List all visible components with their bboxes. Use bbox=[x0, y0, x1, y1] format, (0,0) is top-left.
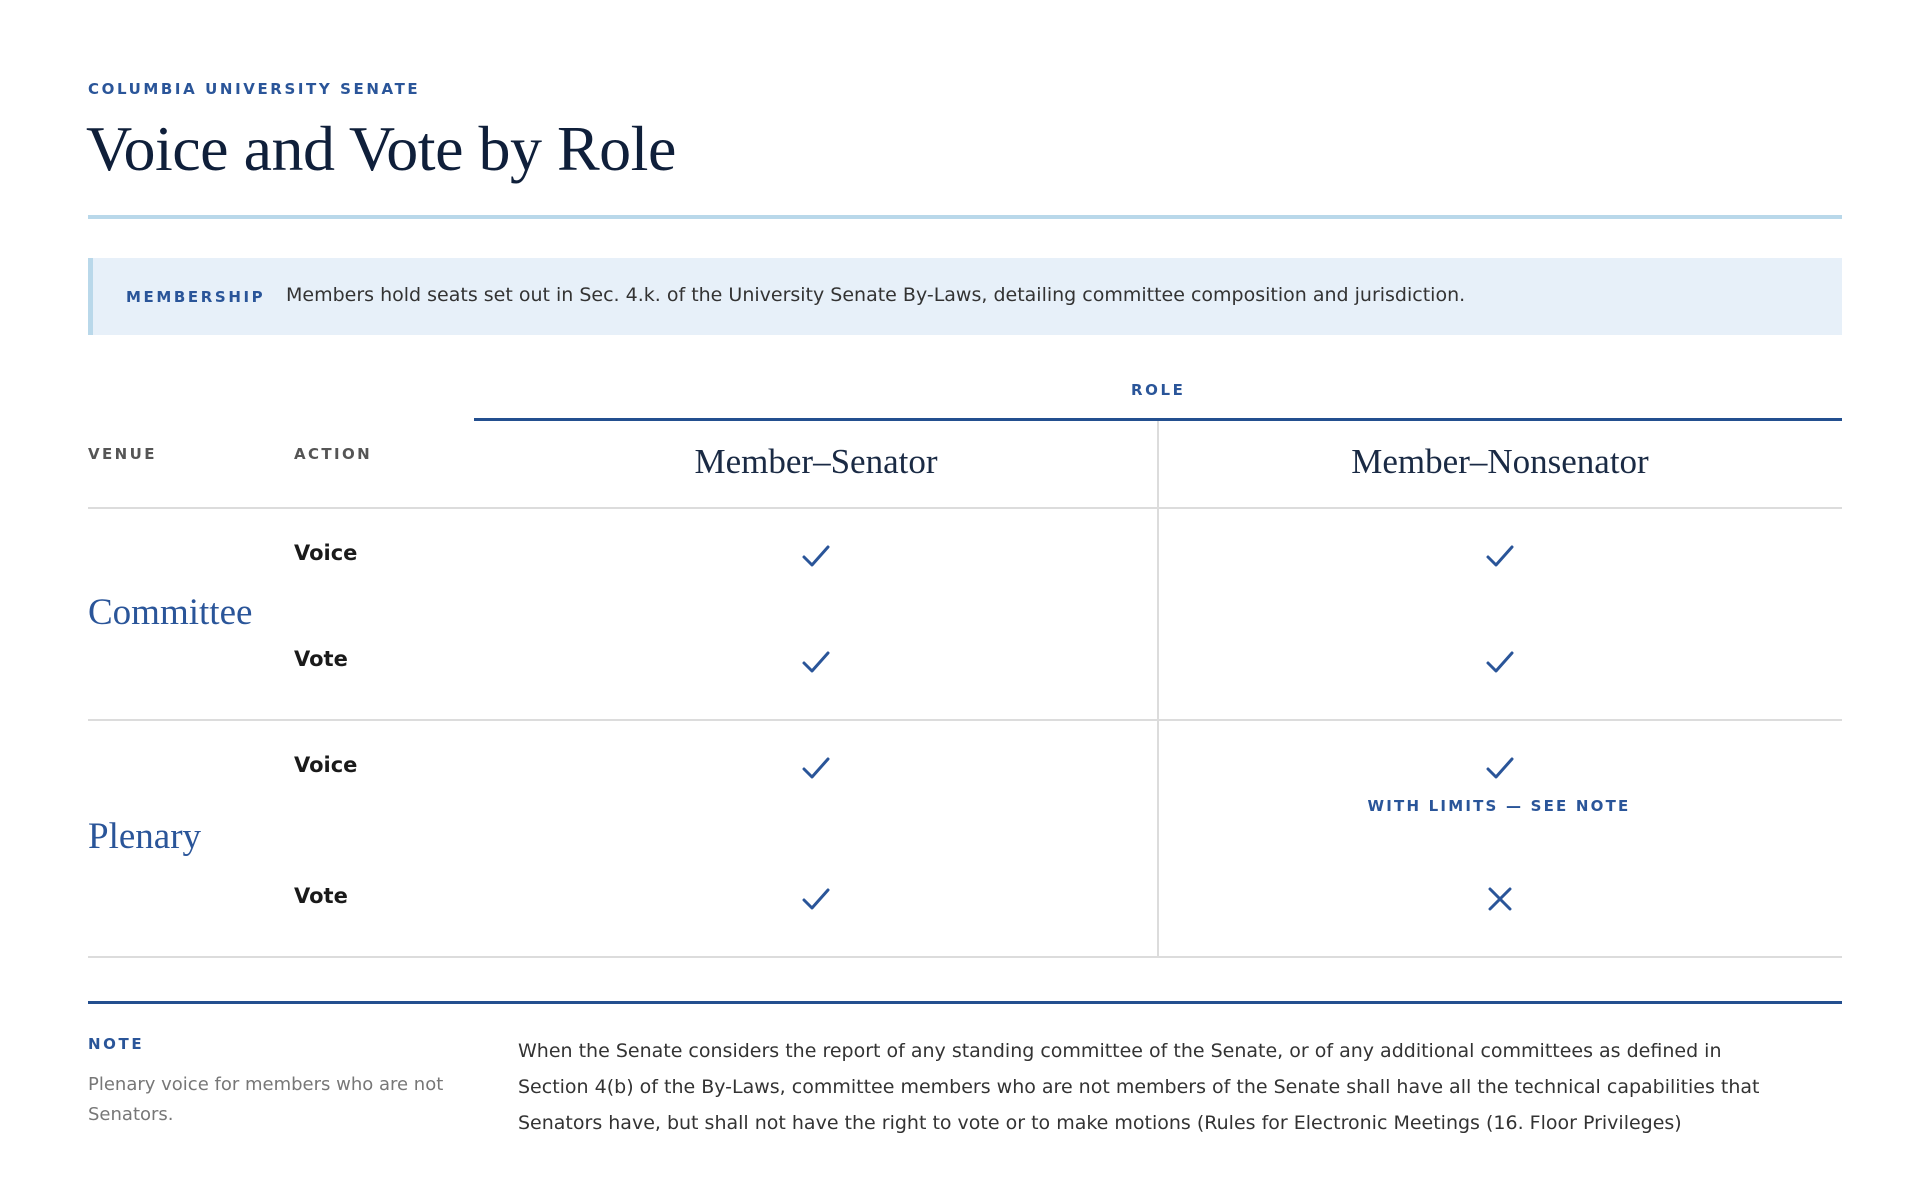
membership-callout bbox=[88, 258, 1842, 335]
action-label: Voice bbox=[294, 753, 358, 777]
membership-label: MEMBERSHIP bbox=[126, 288, 266, 306]
action-label: Vote bbox=[294, 884, 348, 908]
action-label: Vote bbox=[294, 647, 348, 671]
venue-divider bbox=[88, 719, 1842, 721]
page-title: Voice and Vote by Role bbox=[86, 113, 676, 184]
role-header-senator: Member–Senator bbox=[694, 442, 938, 481]
check-icon bbox=[1483, 751, 1517, 785]
venue-plenary: Plenary bbox=[88, 816, 202, 857]
role-label: ROLE bbox=[1131, 381, 1186, 399]
cross-icon bbox=[1483, 882, 1517, 916]
note-caption: Plenary voice for members who are not Senators. bbox=[88, 1074, 444, 1125]
title-divider bbox=[88, 215, 1842, 219]
check-icon bbox=[1483, 539, 1517, 573]
venue-committee: Committee bbox=[88, 592, 253, 633]
eyebrow-label: COLUMBIA UNIVERSITY SENATE bbox=[88, 80, 421, 98]
membership-text: Members hold seats set out in Sec. 4.k. of the University Senate By-Laws, detailing committee composition and jurisdiction. bbox=[286, 284, 1466, 306]
note-divider bbox=[88, 1001, 1842, 1004]
check-icon bbox=[1483, 645, 1517, 679]
column-divider bbox=[1157, 421, 1159, 957]
check-icon bbox=[799, 539, 833, 573]
limits-note-badge: WITH LIMITS — SEE NOTE bbox=[1367, 797, 1631, 815]
note-body: When the Senate considers the report of any standing committee of the Senate, or of any additional committees as defined in Section 4(b) of the By-Laws, committee members who are not members of the Senate shall have all the technical capabilities that Senators have, but shall not have the right to vote or to make motions (Rules for Electronic Meetings (16. Floor Privileges) bbox=[518, 1040, 1760, 1134]
header-row-divider bbox=[88, 507, 1842, 509]
check-icon bbox=[799, 751, 833, 785]
check-icon bbox=[799, 882, 833, 916]
venue-column-header: VENUE bbox=[88, 445, 157, 463]
action-label: Voice bbox=[294, 541, 358, 565]
check-icon bbox=[799, 645, 833, 679]
action-column-header: ACTION bbox=[294, 445, 373, 463]
note-label: NOTE bbox=[88, 1035, 145, 1053]
table-bottom-divider bbox=[88, 956, 1842, 958]
role-header-nonsenator: Member–Nonsenator bbox=[1351, 442, 1649, 481]
